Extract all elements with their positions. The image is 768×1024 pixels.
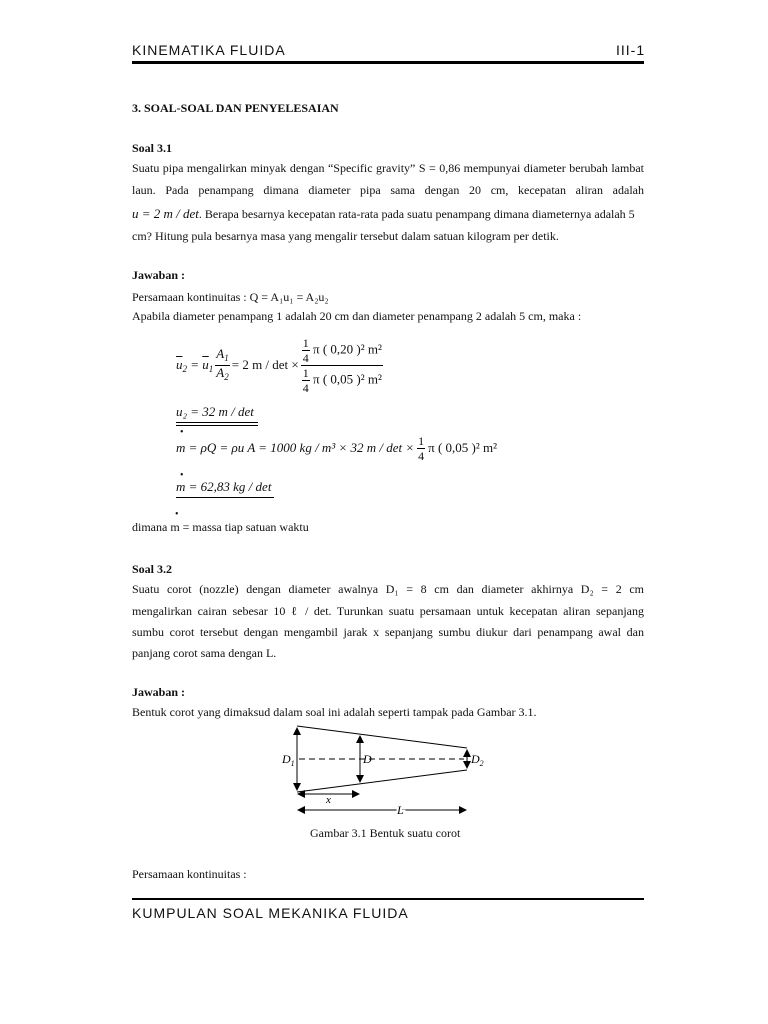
soal-3-1-line2: laun. Pada penampang dimana diameter pipa sama dengan 20 cm, kecepatan aliran adalah — [132, 183, 644, 197]
soal-3-2-line3: sumbu corot tersebut dengan mengambil jarak x sepanjang sumbu diukur dari penampang awal dan — [132, 625, 644, 639]
soal-3-1-line1: Suatu pipa mengalirkan minyak dengan “Specific gravity” S = 0,86 mempunyai diameter berubah lambat — [132, 161, 644, 175]
label-x: x — [326, 794, 331, 806]
running-header: KINEMATIKA FLUIDA — [132, 42, 286, 58]
equation-mass-flow-result: m = 62,83 kg / det — [176, 479, 272, 494]
label-d2: $D_2$ — [471, 752, 484, 768]
equation-mass-flow: m = ρQ = ρu A = 1000 kg / m³ × 32 m / det × $\frac{1}{4}$ π ( 0,05 )² m² — [176, 433, 498, 463]
label-d: D — [363, 752, 372, 766]
running-footer: KUMPULAN SOAL MEKANIKA FLUIDA — [132, 905, 409, 921]
header-rule — [132, 61, 644, 64]
dimana-line: dimana m = massa tiap satuan waktu — [132, 520, 309, 534]
continuity-equation: Persamaan kontinuitas : Q = A₁u₁ = A₂u₂ — [132, 290, 329, 304]
nozzle-top-wall — [297, 726, 467, 748]
figure-caption: Gambar 3.1 Bentuk suatu corot — [310, 826, 461, 840]
soal-3-2-line2: mengalirkan cairan sebesar 10 ℓ / det. Turunkan suatu persamaan untuk kecepatan aliran sepanjang — [132, 604, 644, 618]
equation-u2-rhs: = 2 m / det × — [231, 357, 299, 372]
label-l: L — [397, 803, 404, 817]
nozzle-bottom-wall — [297, 770, 467, 792]
soal-3-2-title: Soal 3.2 — [132, 562, 173, 576]
soal-3-1-line3 — [132, 203, 644, 225]
jawaban-2-title: Jawaban : — [132, 685, 186, 699]
section-title: 3. SOAL-SOAL DAN PENYELESAIAN — [132, 101, 339, 115]
soal-3-1-line4: cm? Hitung pula besarnya masa yang mengalir tersebut dalam satuan kilogram per detik. — [132, 229, 559, 243]
footer-rule — [132, 898, 644, 900]
soal-3-2-line1: Suatu corot (nozzle) dengan diameter awalnya D₁ = 8 cm dan diameter akhirnya D₂ = 2 cm — [132, 582, 644, 596]
soal-3-1-title: Soal 3.1 — [132, 141, 173, 155]
nozzle-figure — [270, 720, 500, 825]
mass-flow-result-dot: • — [180, 470, 184, 481]
result-underline — [176, 497, 274, 498]
jawaban-1-title: Jawaban : — [132, 268, 186, 282]
continuity-heading-2: Persamaan kontinuitas : — [132, 867, 247, 881]
velocity-equation: u = 2 m / det — [132, 206, 199, 221]
equation-u2: $\overline{u}_2 = \overline{u}_1$ $\frac{A_1}{A_2}$ = 2 m / det × $\frac{1}{4}$ π ( 0,20 )² m² $\frac{1}{4}$ π ( 0,05 )² m² — [176, 335, 382, 395]
double-underline-bottom — [176, 425, 258, 426]
soal-3-1-line3-text: . Berapa besarnya kecepatan rata-rata pada suatu penampang dimana diameternya adalah 5 — [198, 207, 635, 221]
apabila-line: Apabila diameter penampang 1 adalah 20 cm dan diameter penampang 2 adalah 5 cm, maka : — [132, 309, 582, 323]
mass-flow-dot: • — [180, 427, 184, 438]
soal-3-2-line4: panjang corot sama dengan L. — [132, 646, 277, 660]
equation-u2-result: u₂ = 32 m / det — [176, 404, 254, 419]
jawaban-2-line1: Bentuk corot yang dimaksud dalam soal ini adalah seperti tampak pada Gambar 3.1. — [132, 705, 537, 719]
dimana-dot: • — [175, 509, 179, 520]
page-number: III-1 — [616, 42, 646, 58]
double-underline-top — [176, 422, 258, 423]
label-d1: $D_1$ — [282, 752, 295, 768]
